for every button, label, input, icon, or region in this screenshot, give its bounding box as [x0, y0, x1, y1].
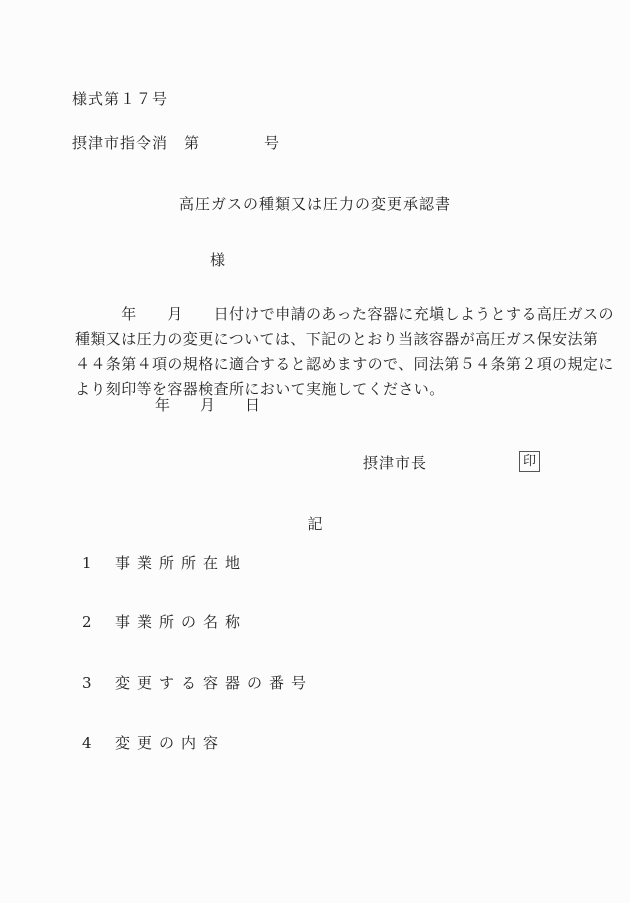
seal-stamp-label: 印	[522, 454, 536, 469]
body-line: ４４条第４項の規格に適合すると認めますので、同法第５４条第２項の規定に	[75, 355, 614, 373]
addressee-line: 様	[210, 251, 226, 269]
item-row-1	[82, 556, 247, 571]
directive-number-line: 摂津市指令消 第 号	[72, 134, 281, 152]
item-number: 1	[82, 554, 92, 572]
body-line: より刻印等を容器検査所において実施してください。	[75, 380, 445, 398]
item-label: 変更する容器の番号	[115, 674, 314, 692]
list-marker: 記	[307, 515, 323, 533]
document-title: 高圧ガスの種類又は圧力の変更承認書	[178, 195, 451, 213]
form-number: 様式第１７号	[72, 90, 169, 108]
item-row-3	[82, 676, 313, 691]
body-paragraph	[75, 307, 614, 407]
seal-stamp-box	[519, 451, 540, 472]
body-line: 年 月 日付けで申請のあった容器に充塡しようとする高圧ガスの	[75, 305, 614, 323]
item-row-4	[82, 736, 225, 751]
item-label: 変更の内容	[115, 734, 226, 752]
item-row-2	[82, 615, 247, 630]
item-number: 4	[82, 734, 92, 752]
date-line: 年 月 日	[155, 396, 261, 414]
body-line: 種類又は圧力の変更については、下記のとおり当該容器が高圧ガス保安法第	[75, 330, 599, 348]
item-number: 2	[82, 613, 92, 631]
item-number: 3	[82, 674, 92, 692]
item-label: 事業所所在地	[115, 554, 248, 572]
signer-title: 摂津市長	[363, 454, 428, 472]
item-label: 事業所の名称	[115, 613, 248, 631]
